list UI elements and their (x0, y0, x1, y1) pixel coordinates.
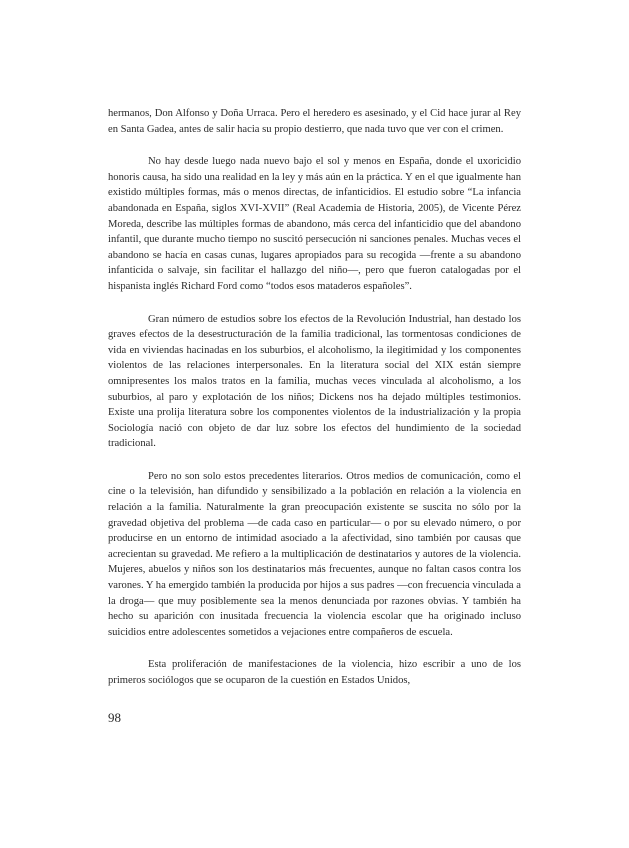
paragraph: hermanos, Don Alfonso y Doña Urraca. Pero el heredero es asesinado, y el Cid hace jurar al Rey en Santa Gadea, antes de salir hacia su propio destierro, que nada tuvo que ver con el crimen. (108, 108, 521, 135)
page-number: 98 (108, 710, 121, 725)
paragraph: Gran número de estudios sobre los efectos de la Revolución Industrial, han destado los graves efectos de la desestructuración de la familia tradicional, las tormentosas condiciones de vida en viviendas hacinadas en los suburbios, el alcoholismo, la ilegitimidad y los componentes violentos de las relaciones interpersonales. En la literatura social del XIX están siempre omnipresentes los malos tratos en la familia, muchas veces vinculada al alcoholismo, a los suburbios, al paro y explotación de los niños; Dickens nos ha dejado múltiples testimonios. Existe una prolija literatura sobre los componentes violentos de la industrialización y la propia Sociología nació con objeto de dar luz sobre los efectos del hundimiento de la sociedad tradicional. (108, 313, 521, 450)
body-text (108, 106, 521, 689)
paragraph: Pero no son solo estos precedentes literarios. Otros medios de comunicación, como el cine o la televisión, han difundido y sensibilizado a la población en relación a la violencia en relación a la familia. Naturalmente la gran preocupación existente se suscita no sólo por la gravedad objetiva del problema —de cada caso en particular— o por su elevado número, o por producirse en un entorno de intimidad asociado a la afectividad, sino también por causas que acrecientan su gravedad. Me refiero a la multiplicación de destinatarios y autores de la violencia. Mujeres, abuelos y niños son los destinatarios más frecuentes, aunque no faltan casos contra los varones. Y ha emergido también la producida por hijos a sus padres —con frecuencia vinculada a la droga— que muy posiblemente sea la menos denunciada por razones obvias. Y también ha hecho su aparición con inusitada frecuencia la violencia escolar que ha originado incluso suicidios entre adolescentes sometidos a vejaciones entre compañeros de escuela. (108, 470, 521, 638)
paragraph: Esta proliferación de manifestaciones de la violencia, hizo escribir a uno de los primeros sociólogos que se ocuparon de la cuestión en Estados Unidos, (108, 659, 521, 686)
paragraph: No hay desde luego nada nuevo bajo el sol y menos en España, donde el uxoricidio honoris causa, ha sido una realidad en la ley y más aún en la práctica. Y en el que igualmente han existido múltiples formas, más o menos directas, de infanticidios. El estudio sobre “La infancia abandonada en España, siglos XVI-XVII” (Real Academia de Historia, 2005), de Vicente Pérez Moreda, describe las múltiples formas de abandono, más cerca del infanticidio que del abandono infantil, que durante mucho tiempo no suscitó persecución ni sanciones penales. Muchas veces el abandono se hacía en casas cunas, lugares apropiados para su recogida —frente a su abandono infanticida o salvaje, sin facilitar el hallazgo del niño—, pero que fueron catalogadas por el hispanista inglés Richard Ford como “todos esos mataderos españoles”. (108, 156, 521, 292)
